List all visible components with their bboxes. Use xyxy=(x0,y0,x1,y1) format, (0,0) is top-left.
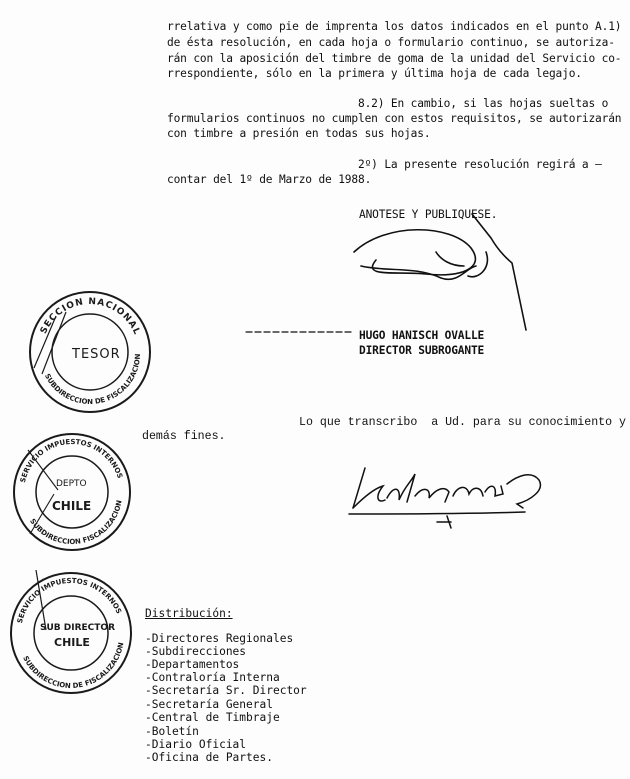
distribution-item: -Secretaría Sr. Director xyxy=(145,684,307,697)
stamp-bottom-text: SUBDIRECCION DE FISCALIZACION xyxy=(21,641,126,691)
distribution-item: -Oficina de Partes. xyxy=(145,751,273,764)
stamp-top-text: SERVICIO IMPUESTOS INTERNOS xyxy=(15,576,123,625)
official-seal-stamp xyxy=(10,430,134,554)
distribution-item: -Subdirecciones xyxy=(145,645,247,658)
stamp-center-text: SUB DIRECTOR xyxy=(40,623,116,633)
stamp-center-text: CHILE xyxy=(52,499,92,513)
body-text-line: 2º) La presente resolución regirá a — xyxy=(358,158,602,171)
stamp-bottom-text: SUBDIRECCION FISCALIZACION xyxy=(28,499,124,547)
distribution-heading: Distribución: xyxy=(145,607,233,620)
director-signature xyxy=(236,208,536,348)
distribution-item: -Directores Regionales xyxy=(145,632,294,645)
svg-text:SERVICIO IMPUESTOS INTERNOS xyxy=(19,438,124,484)
stamp-center-text: CHILE xyxy=(54,636,90,649)
body-text-line: con timbre a presión en todas sus hojas. xyxy=(167,127,431,140)
transcribe-text-line: Lo que transcribo a Ud. para su conocimiento y xyxy=(299,416,626,429)
stamp-bottom-text: SUBDIRECCION DE FISCALIZACION xyxy=(42,353,143,407)
distribution-item: -Departamentos xyxy=(145,658,240,671)
official-seal-stamp xyxy=(26,288,154,416)
stamp-top-text: SERVICIO IMPUESTOS INTERNOS xyxy=(18,437,124,484)
signer-name: HUGO HANISCH OVALLE xyxy=(359,329,485,342)
body-text-line: de ésta resolución, en cada hoja o formulario continuo, se autoriza- xyxy=(167,36,615,49)
distribution-item: -Secretaría General xyxy=(145,698,273,711)
body-text-line: formularios continuos no cumplen con estos requisitos, se autorizarán xyxy=(167,112,622,125)
distribution-item: -Contraloría Interna xyxy=(145,671,280,684)
stamp-center-text: DEPTO xyxy=(56,479,87,489)
distribution-item: -Boletín xyxy=(145,725,199,738)
stamp-ring-text: SECCION NACIONAL xyxy=(38,296,142,337)
distribution-item: -Diario Oficial xyxy=(145,738,247,751)
body-text-line: rán con la aposición del timbre de goma de la unidad del Servicio co- xyxy=(167,52,622,65)
body-text-line: contar del 1º de Marzo de 1988. xyxy=(167,173,372,186)
body-text-line: rrelativa y como pie de imprenta los datos indicados en el punto A.1) xyxy=(167,20,622,33)
transcriber-signature xyxy=(345,456,560,536)
closing-formula: ANOTESE Y PUBLIQUESE. xyxy=(359,208,498,221)
body-text-line: 8.2) En cambio, si las hojas sueltas o xyxy=(358,97,609,110)
signer-title: DIRECTOR SUBROGANTE xyxy=(359,344,485,357)
distribution-item: -Central de Timbraje xyxy=(145,711,280,724)
official-seal-stamp xyxy=(6,570,136,696)
stamp-center-text: TESOR xyxy=(72,347,121,362)
body-text-line: rrespondiente, sólo en la primera y última hoja de cada legajo. xyxy=(167,67,582,80)
transcribe-text-line: demás fines. xyxy=(142,430,226,443)
